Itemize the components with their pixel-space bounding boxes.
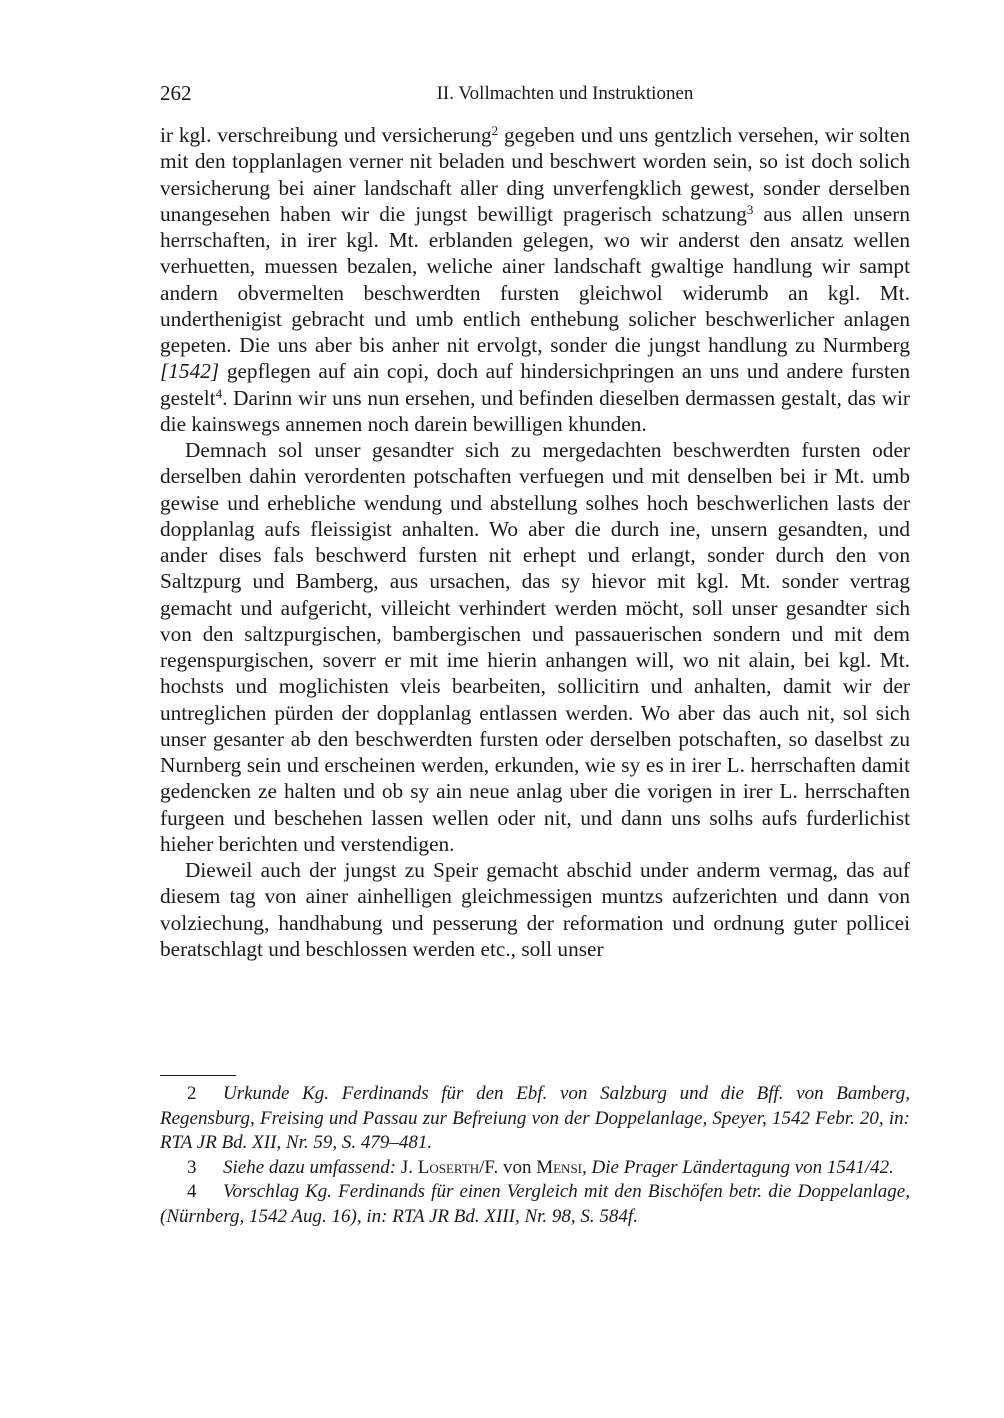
- paragraph-1-part-b: gegeben und uns gentzlich versehen, wir solten mit den topplanlagen verner nit beladen und beschwert worden sein, so ist doch solich versicherung bei ainer landschaft aller ding unverfengklich gewest, sonder derselben unangesehen haben wir die jungst bewilligt pragerisch schatzung: [160, 123, 910, 226]
- footnote-ref-4: 4: [215, 385, 223, 401]
- paragraph-1-part-a: ir kgl. verschreibung und versicherung: [160, 123, 492, 147]
- footnote-2: [160, 1082, 910, 1156]
- paragraph-1-part-d: gepflegen auf ain copi, doch auf hindersichpringen an uns und andere fursten gestelt: [160, 359, 910, 410]
- footnote-3: [160, 1156, 910, 1181]
- footnote-number: 4: [187, 1181, 197, 1202]
- editorial-year: [1542]: [160, 359, 220, 384]
- footnote-separator: [160, 1075, 236, 1076]
- footnote-ref-3: 3: [746, 201, 754, 217]
- running-head: II. Vollmachten und Instruktionen: [436, 83, 694, 104]
- footnote-prefix: Siehe dazu umfassend:: [223, 1156, 397, 1178]
- footnotes: [160, 1082, 910, 1229]
- paragraph-1: [160, 122, 910, 437]
- footnote-4: [160, 1180, 910, 1229]
- author-initial: J.: [400, 1156, 418, 1178]
- footnote-number: 2: [187, 1083, 197, 1104]
- paragraph-2: Demnach sol unser gesandter sich zu mergedachten beschwerdten fursten oder derselben dahin verordenten potschaften verfuegen und mit denselben bei ir Mt. umb gewise und erhebliche wendung und abstellung solhes hoch beschwerlichen lasts der dopplanlag aufs fleissigist anhalten. Wo aber die durch ine, unsern gesandten, und ander dises fals beschwerd fursten nit erhept und erlangt, sonder durch den von Saltzpurg und Bamberg, aus ursachen, das sy hievor mit kgl. Mt. sonder vertrag gemacht und aufgericht, villeicht verhindert werden möcht, soll unser gesandter sich von den saltzpurgischen, bambergischen und passauerischen sondern und mit dem regenspurgischen, soverr er mit ime hierin anhangen will, wo nit alain, bei kgl. Mt. hochsts und moglichisten vleis bearbeiten, sollicitirn und anhalten, damit wir der untreglichen pürden der dopplanlag entlassen werden. Wo aber das auch nit, sol sich unser gesanter ab den beschwerdten fursten oder derselben potschaften, so daselbst zu Nurnberg sein und erscheinen werden, erkunden, wie sy es in irer L. herrschaften damit gedencken ze halten und ob sy ain neue anlag uber die vorigen in irer L. herrschaften furgeen und beschehen lassen wellen oder nit, und dann uns solhs aufs furderlichist hieher berichten und verstendigen.: [160, 438, 910, 856]
- page-header: [160, 80, 910, 108]
- author-separator: /F. von: [479, 1156, 537, 1178]
- paragraph-3: Dieweil auch der jungst zu Speir gemacht abschid under anderm vermag, das auf diesem tag von ainer ainhelligen gleichmessigen muntzs aufzerichten und dann von volziechung, handhabung und pesserung der reformation und ordnung guter pollicei beratschlagt und beschlossen werden etc., soll unser: [160, 858, 910, 961]
- page-number: 262: [160, 81, 192, 105]
- main-text: [160, 122, 910, 962]
- footnote-text: Vorschlag Kg. Ferdinands für einen Vergleich mit den Bischöfen betr. die Doppelanlage, (Nürnberg, 1542 Aug. 16), in: RTA JR Bd. XIII, Nr. 98, S. 584f.: [160, 1181, 910, 1227]
- author-name: Mensi: [536, 1156, 583, 1178]
- author-name: Loserth: [417, 1156, 480, 1178]
- paragraph-1-part-e: . Darinn wir uns nun ersehen, und befinden dieselben dermassen gestalt, das wir die kainswegs annemen noch darein bewilligen khunden.: [160, 385, 910, 436]
- paragraph-1-part-c: aus allen unsern herrschaften, in irer kgl. Mt. erblanden gelegen, wo wir anderst den ansatz wellen verhuetten, muessen bezalen, weliche ainer landschaft gwaltige handlung wir sampt andern obvermelten beschwerdten fursten gleichwol widerumb an kgl. Mt. underthenigist gebracht und umb entlich enthebung solicher beschwerlicher anlagen gepeten. Die uns aber bis anher nit ervolgt, sonder die jungst handlung zu Nurmberg: [160, 201, 910, 357]
- work-title: , Die Prager Ländertagung von 1541/42.: [582, 1156, 894, 1178]
- footnote-ref-2: 2: [491, 123, 499, 138]
- footnote-text: Urkunde Kg. Ferdinands für den Ebf. von Salzburg und die Bff. von Bamberg, Regensburg, Freising und Passau zur Befreiung von der Doppelanlage, Speyer, 1542 Febr. 20, in: RTA JR Bd. XII, Nr. 59, S. 479–481.: [160, 1083, 910, 1153]
- footnote-number: 3: [187, 1156, 197, 1178]
